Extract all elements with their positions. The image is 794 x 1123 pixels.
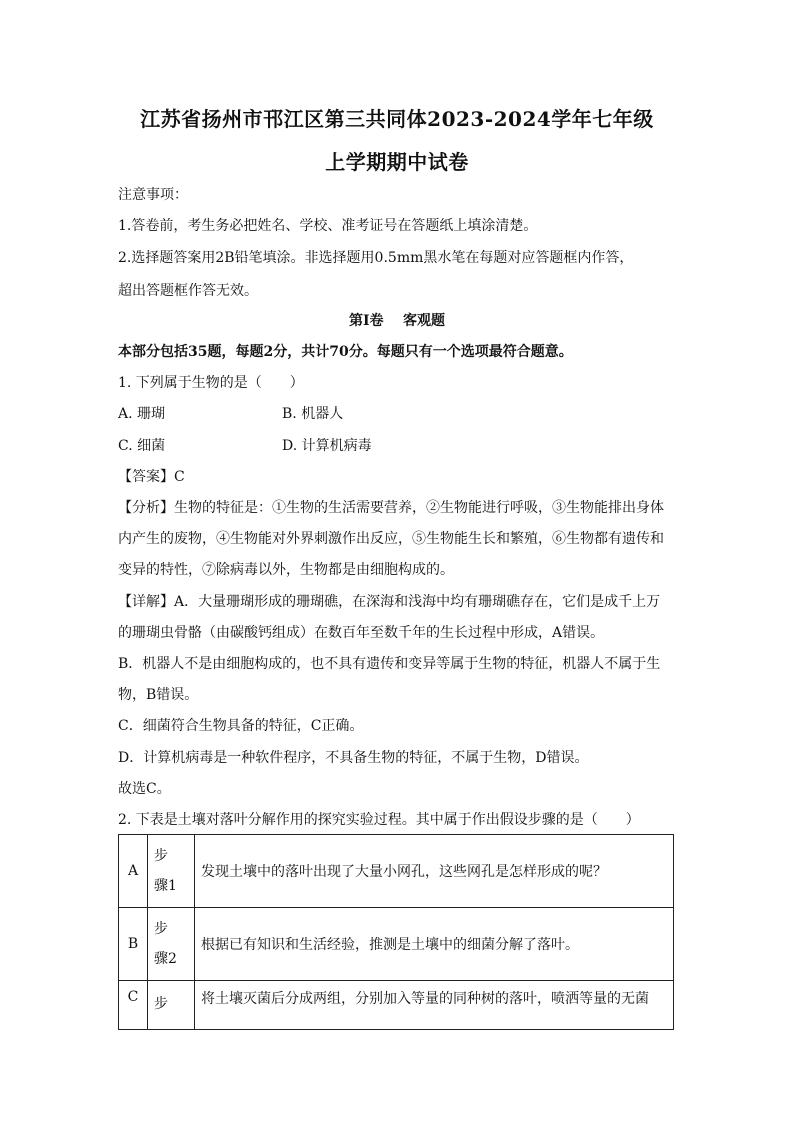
q1-stem: 1. 下列属于生物的是（ ） — [118, 375, 304, 391]
row-step-label: 步 — [148, 981, 195, 1030]
q1-analysis-line3: 变异的特性，⑦除病毒以外，生物都是由细胞构成的。 — [118, 562, 454, 578]
table-row — [119, 981, 674, 1030]
q1-detail-line6: D．计算机病毒是一种软件程序，不具备生物的特征，不属于生物，D错误。 — [118, 750, 589, 766]
q1-option-a: A. 珊瑚 — [118, 406, 166, 422]
notes-item-2a: 2.选择题答案用2B铅笔填涂。非选择题用0.5mm黑水笔在每题对应答题框内作答， — [118, 250, 634, 266]
q1-detail-line4: 物，B错误。 — [118, 687, 199, 703]
q1-answer: 【答案】C — [118, 469, 185, 485]
notes-item-2b: 超出答题框作答无效。 — [118, 283, 258, 299]
row-text: 根据已有知识和生活经验，推测是土壤中的细菌分解了落叶。 — [195, 908, 674, 981]
q2-stem: 2. 下表是土壤对落叶分解作用的探究实验过程。其中属于作出假设步骤的是（ ） — [118, 812, 640, 828]
notes-heading: 注意事项： — [118, 187, 188, 203]
q1-analysis-line1: 【分析】生物的特征是：①生物的生活需要营养，②生物能进行呼吸，③生物能排出身体 — [118, 500, 664, 516]
q1-conclusion: 故选C。 — [118, 781, 171, 797]
q1-analysis-line2: 内产生的废物，④生物能对外界刺激作出反应，⑤生物能生长和繁殖，⑥生物都有遗传和 — [118, 531, 664, 547]
notes-item-1: 1.答卷前，考生务必把姓名、学校、准考证号在答题纸上填涂清楚。 — [118, 218, 538, 234]
q1-detail-line3: B．机器人不是由细胞构成的，也不具有遗传和变异等属于生物的特征，机器人不属于生 — [118, 656, 661, 672]
q1-detail-line1: 【详解】A．大量珊瑚形成的珊瑚礁，在深海和浅海中均有珊瑚礁存在，它们是成千上万 — [118, 594, 661, 610]
row-text: 发现土壤中的落叶出现了大量小网孔，这些网孔是怎样形成的呢？ — [195, 835, 674, 908]
q1-detail-line5: C．细菌符合生物具备的特征，C正确。 — [118, 718, 364, 734]
q1-option-d: D. 计算机病毒 — [282, 438, 372, 454]
row-letter: B — [119, 908, 148, 981]
section-instruction: 本部分包括35题，每题2分，共计70分。每题只有一个选项最符合题意。 — [118, 344, 573, 360]
table-row — [119, 835, 674, 908]
table-row — [119, 908, 674, 981]
row-letter: A — [119, 835, 148, 908]
row-text: 将土壤灭菌后分成两组，分别加入等量的同种树的落叶，喷洒等量的无菌 — [195, 981, 674, 1030]
row-step-label: 步 骤1 — [148, 835, 195, 908]
document-title-line1: 江苏省扬州市邗江区第三共同体2023-2024学年七年级 — [140, 107, 654, 131]
q1-option-c: C. 细菌 — [118, 438, 166, 454]
document-title-line2: 上学期期中试卷 — [325, 150, 469, 174]
row-letter: C — [119, 981, 148, 1030]
q2-steps-table — [118, 834, 674, 1030]
q1-option-b: B. 机器人 — [282, 406, 344, 422]
q1-detail-line2: 的珊瑚虫骨骼（由碳酸钙组成）在数百年至数千年的生长过程中形成，A错误。 — [118, 625, 605, 641]
row-step-label: 步 骤2 — [148, 908, 195, 981]
section-title: 第Ⅰ卷 客观题 — [348, 313, 446, 329]
